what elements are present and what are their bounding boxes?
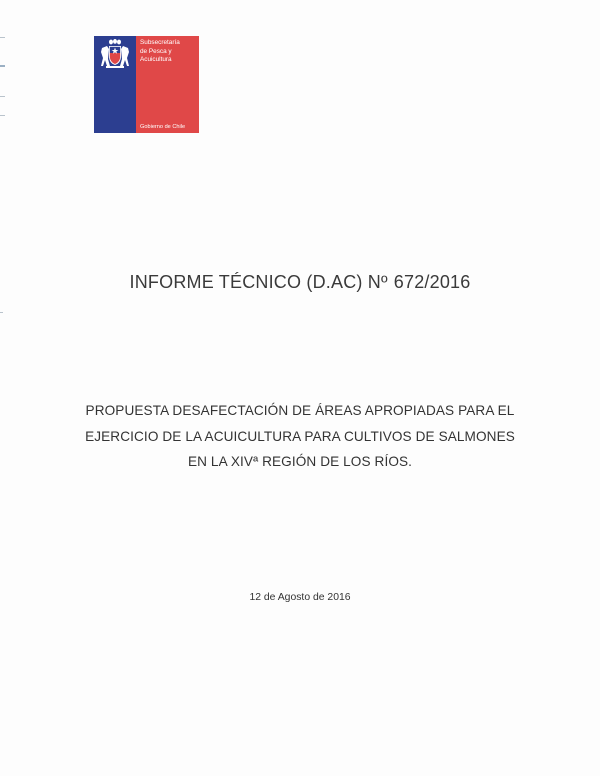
scan-artifact	[0, 312, 3, 313]
government-label: Gobierno de Chile	[140, 124, 186, 130]
scan-artifact	[0, 65, 5, 67]
subject-line: EJERCICIO DE LA ACUICULTURA PARA CULTIVOS DE SALMONES	[85, 428, 515, 444]
agency-name: Subsecretaría de Pesca y Acuicultura	[140, 39, 180, 64]
agency-logo	[94, 36, 199, 133]
report-subject	[0, 398, 600, 475]
subject-line: PROPUESTA DESAFECTACIÓN DE ÁREAS APROPIADAS PARA EL	[85, 403, 515, 418]
logo-blue-panel	[94, 36, 136, 133]
scan-artifact	[0, 37, 5, 38]
report-date: 12 de Agosto de 2016	[249, 592, 351, 603]
report-title-prefix: INFORME TÉCNICO (D.AC) Nº	[129, 272, 388, 292]
scan-artifact	[0, 115, 5, 116]
subject-line: EN LA XIVª REGIÓN DE LOS RÍOS.	[187, 454, 413, 469]
report-title	[0, 272, 600, 293]
chile-coat-of-arms-icon	[98, 39, 132, 69]
scan-artifact	[0, 96, 5, 97]
report-number: 672/2016	[393, 272, 471, 292]
